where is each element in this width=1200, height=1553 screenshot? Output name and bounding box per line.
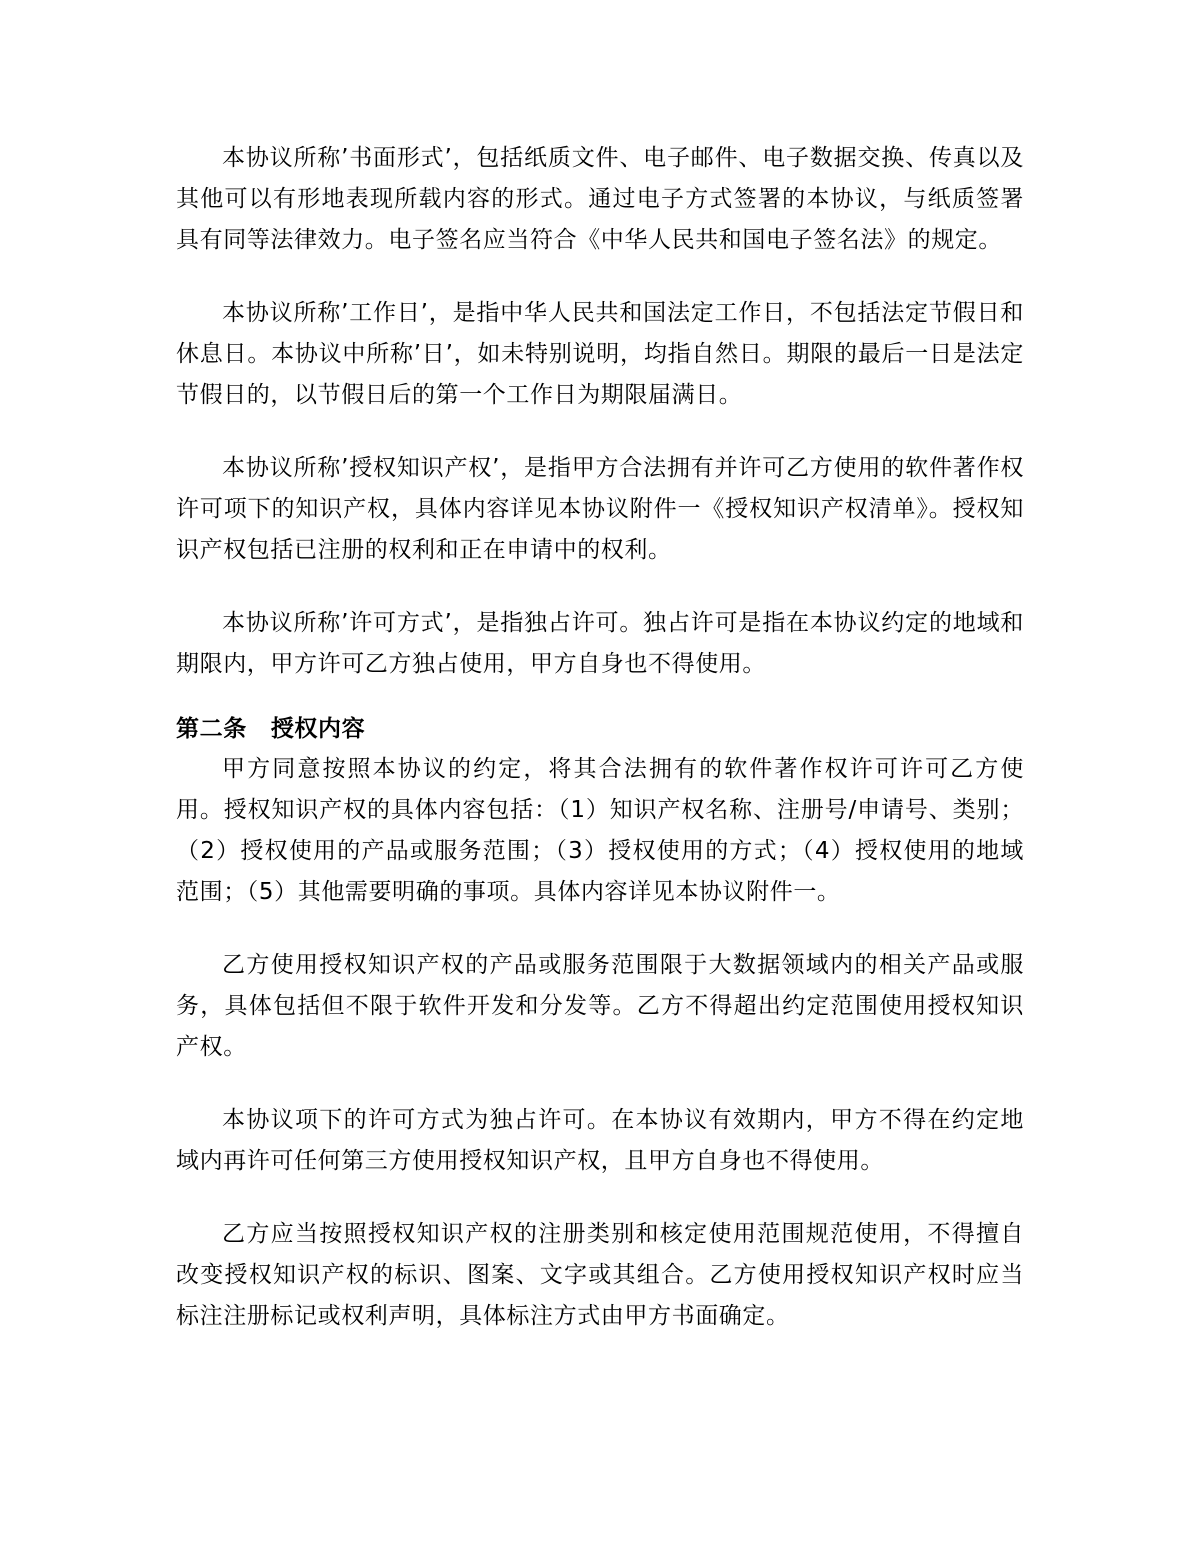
definition-working-day-paragraph: 本协议所称’工作日’，是指中华人民共和国法定工作日，不包括法定节假日和休息日。本协议中所称’日’，如未特别说明，均指自然日。期限的最后一日是法定节假日的，以节假日后的第一个工作日为期限届满日。 <box>176 300 1024 408</box>
section-heading <box>176 709 1024 749</box>
definition-written-form-paragraph: 本协议所称’书面形式’，包括纸质文件、电子邮件、电子数据交换、传真以及其他可以有形地表现所载内容的形式。通过电子方式签署的本协议，与纸质签署具有同等法律效力。电子签名应当符合《中华人民共和国电子签名法》的规定。 <box>176 145 1024 253</box>
section-number: 第二条 <box>176 716 247 742</box>
usage-norms-paragraph: 乙方应当按照授权知识产权的注册类别和核定使用范围规范使用，不得擅自改变授权知识产权的标识、图案、文字或其组合。乙方使用授权知识产权时应当标注注册标记或权利声明，具体标注方式由甲方书面确定。 <box>176 1221 1024 1329</box>
definition-licensed-ip-paragraph: 本协议所称’授权知识产权’，是指甲方合法拥有并许可乙方使用的软件著作权许可项下的知识产权，具体内容详见本协议附件一《授权知识产权清单》。授权知识产权包括已注册的权利和正在申请中的权利。 <box>176 455 1024 563</box>
section-title: 授权内容 <box>270 716 366 742</box>
exclusive-license-paragraph: 本协议项下的许可方式为独占许可。在本协议有效期内，甲方不得在约定地域内再许可任何第三方使用授权知识产权，且甲方自身也不得使用。 <box>176 1107 1024 1174</box>
usage-scope-paragraph: 乙方使用授权知识产权的产品或服务范围限于大数据领域内的相关产品或服务，具体包括但不限于软件开发和分发等。乙方不得超出约定范围使用授权知识产权。 <box>176 952 1024 1060</box>
document-body <box>176 138 1024 1369</box>
license-content-paragraph: 甲方同意按照本协议的约定，将其合法拥有的软件著作权许可许可乙方使用。授权知识产权的具体内容包括：（1）知识产权名称、注册号/申请号、类别；（2）授权使用的产品或服务范围；（3）授权使用的方式；（4）授权使用的地域范围；（5）其他需要明确的事项。具体内容详见本协议附件一。 <box>176 756 1024 905</box>
definition-license-mode-paragraph: 本协议所称’许可方式’，是指独占许可。独占许可是指在本协议约定的地域和期限内，甲方许可乙方独占使用，甲方自身也不得使用。 <box>176 610 1024 677</box>
